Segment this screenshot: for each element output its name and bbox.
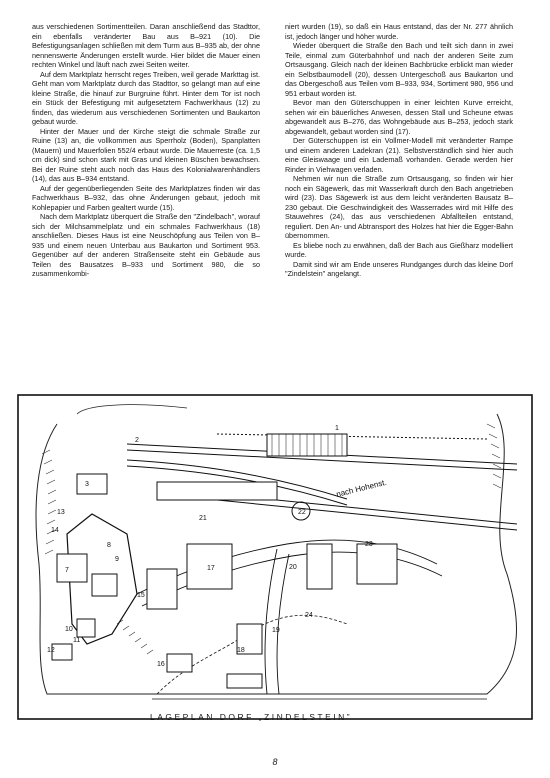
plan-number: 18: [237, 647, 245, 654]
paragraph: Damit sind wir am Ende unseres Rundganges durch das kleine Dorf "Zindelstein" angelangt.: [285, 259, 513, 278]
goods-shed: [157, 482, 277, 500]
plan-number: 16: [157, 661, 165, 668]
paragraph: Auf dem Marktplatz herrscht reges Treiben, weil gerade Markttag ist. Geht man vom Marktplatz durch das Stadttor, so gelangt man auf eine kleine Straße, die hinauf zur Burgruine führt. Hinter dem Tor ist noch ein Stück der Befestigung mit aufgesetztem Fachwerkhaus (12) zu finden, das wiederum aus verschiedenen Sortimenten und Baukarton gebaut wurde.: [32, 69, 260, 126]
direction-label: nach Hohenst.: [335, 477, 388, 499]
paragraph: Auf der gegenüberliegenden Seite des Marktplatzes finden wir das Fachwerkhaus B–932, das ohne Änderungen gebaut, jedoch mit Kohlepapier und Farben gealtert wurde (15).: [32, 183, 260, 212]
plan-number: 21: [199, 515, 207, 522]
plan-number: 19: [272, 627, 280, 634]
plan-number: 23: [365, 541, 373, 548]
plan-number: 24: [305, 612, 313, 619]
plan-number: 1: [335, 425, 339, 432]
plan-number: 9: [115, 556, 119, 563]
plan-number: 17: [207, 565, 215, 572]
plan-number: 2: [135, 437, 139, 444]
paragraph: Wieder überquert die Straße den Bach und teilt sich dann in zwei Teile, einmal zum Güterbahnhof und nach der anderen Seite zum Ortsausgang. Gleich nach der kleinen Bachbrücke erblickt man wieder ein Selbstbaumodell (20), dessen Untergeschoß aus Baukarton und das Obergeschoß aus Teilen vom B–933, 934, Sortiment 980, 956 und 951 erbaut worden ist.: [285, 41, 513, 98]
paragraph: Bevor man den Güterschuppen in einer leichten Kurve erreicht, sehen wir ein bäuerliches Anwesen, dessen Stall und Scheune etwas abgewandelt aus B–276, das Wohngebäude aus B–253, jedoch stark abgewandelt, gebaut worden sind (17).: [285, 98, 513, 136]
plan-number: 11: [73, 637, 81, 644]
paragraph: Nehmen wir nun die Straße zum Ortsausgang, so finden wir hier noch ein Sägewerk, das mit Wasserkraft durch den Bach angetrieben wird (23). Das Sägewerk ist aus dem leicht veränderten Bausatz B–230 gebaut. Die Geschwindigkeit des Wasserrades wird mit Hilfe des Stauwehres (24), das aus verschiedenen Abfallteilen entstand, reguliert. Den An- und Abtransport des Holzes hat hier die Egger-Bahn übernommen.: [285, 174, 513, 240]
plan-number: 7: [65, 567, 69, 574]
plan-caption: LAGEPLAN DORF „ZINDELSTEIN”: [150, 712, 353, 722]
plan-number: 10: [65, 626, 73, 633]
plan-number: 8: [107, 542, 111, 549]
paragraph: niert wurden (19), so daß ein Haus entstand, das der Nr. 277 ähnlich ist, jedoch länger und höher wurde.: [285, 22, 513, 41]
plan-number: 15: [137, 592, 145, 599]
plan-number: 12: [47, 647, 55, 654]
paragraph: Nach dem Marktplatz überquert die Straße den "Zindelbach", worauf sich der Milchsammelplatz und ein schmales Fachwerkhaus (18) anschließen. Dieses Haus ist eine Neuschöpfung aus Teilen von B–935 und einem neuen Unterbau aus Baukarton und Sortiment 953. Gegenüber auf der anderen Straßenseite steht ein Gebäude aus Teilen des Bausatzes B–933 und Sortiment 980, die so zusammenkombi-: [32, 212, 260, 278]
paragraph: Hinter der Mauer und der Kirche steigt die schmale Straße zur Ruine (13) an, die vollkommen aus Sperrholz (Boden), Spanplatten (Mauern) und Mauerfolien 552/4 erbaut wurde. Die Mauerreste (ca. 1,5 cm dick) sind schon stark mit Gras und kleinen Büschen bewachsen. Bei der Ruine steht auch noch das Haus des Kolonialwarenhändlers (14), das aus B–934 entstand.: [32, 126, 260, 183]
plan-number: 22: [298, 509, 306, 516]
article-column-right: [285, 22, 513, 279]
plan-number: 3: [85, 481, 89, 488]
plan-number: 20: [289, 564, 297, 571]
plan-number: 13: [57, 509, 65, 516]
paragraph: aus verschiedenen Sortimentteilen. Daran anschließend das Stadttor, ein ebenfalls veränderter Bau aus B–921 (10). Die Befestigungsanlagen schließen mit dem Turm aus B–935 ab, der ohne nennenswerte Änderungen erstellt wurde. Hier bildet die Mauer einen rechten Winkel und läuft nach zwei Seiten weiter.: [32, 22, 260, 69]
article-column-left: [32, 22, 260, 279]
page-number: 8: [272, 757, 278, 767]
plan-number: 14: [51, 527, 59, 534]
paragraph: Es bliebe noch zu erwähnen, daß der Bach aus Gießharz modelliert wurde.: [285, 240, 513, 259]
site-plan-drawing: [17, 394, 533, 720]
paragraph: Der Güterschuppen ist ein Vollmer-Modell mit veränderter Rampe und einem anderen Ladekran (21). Selbstverständlich sind hier auch eine Gleiswaage und ein Lademaß vorhanden. Gerade werden hier Rinder in Viehwagen verladen.: [285, 136, 513, 174]
